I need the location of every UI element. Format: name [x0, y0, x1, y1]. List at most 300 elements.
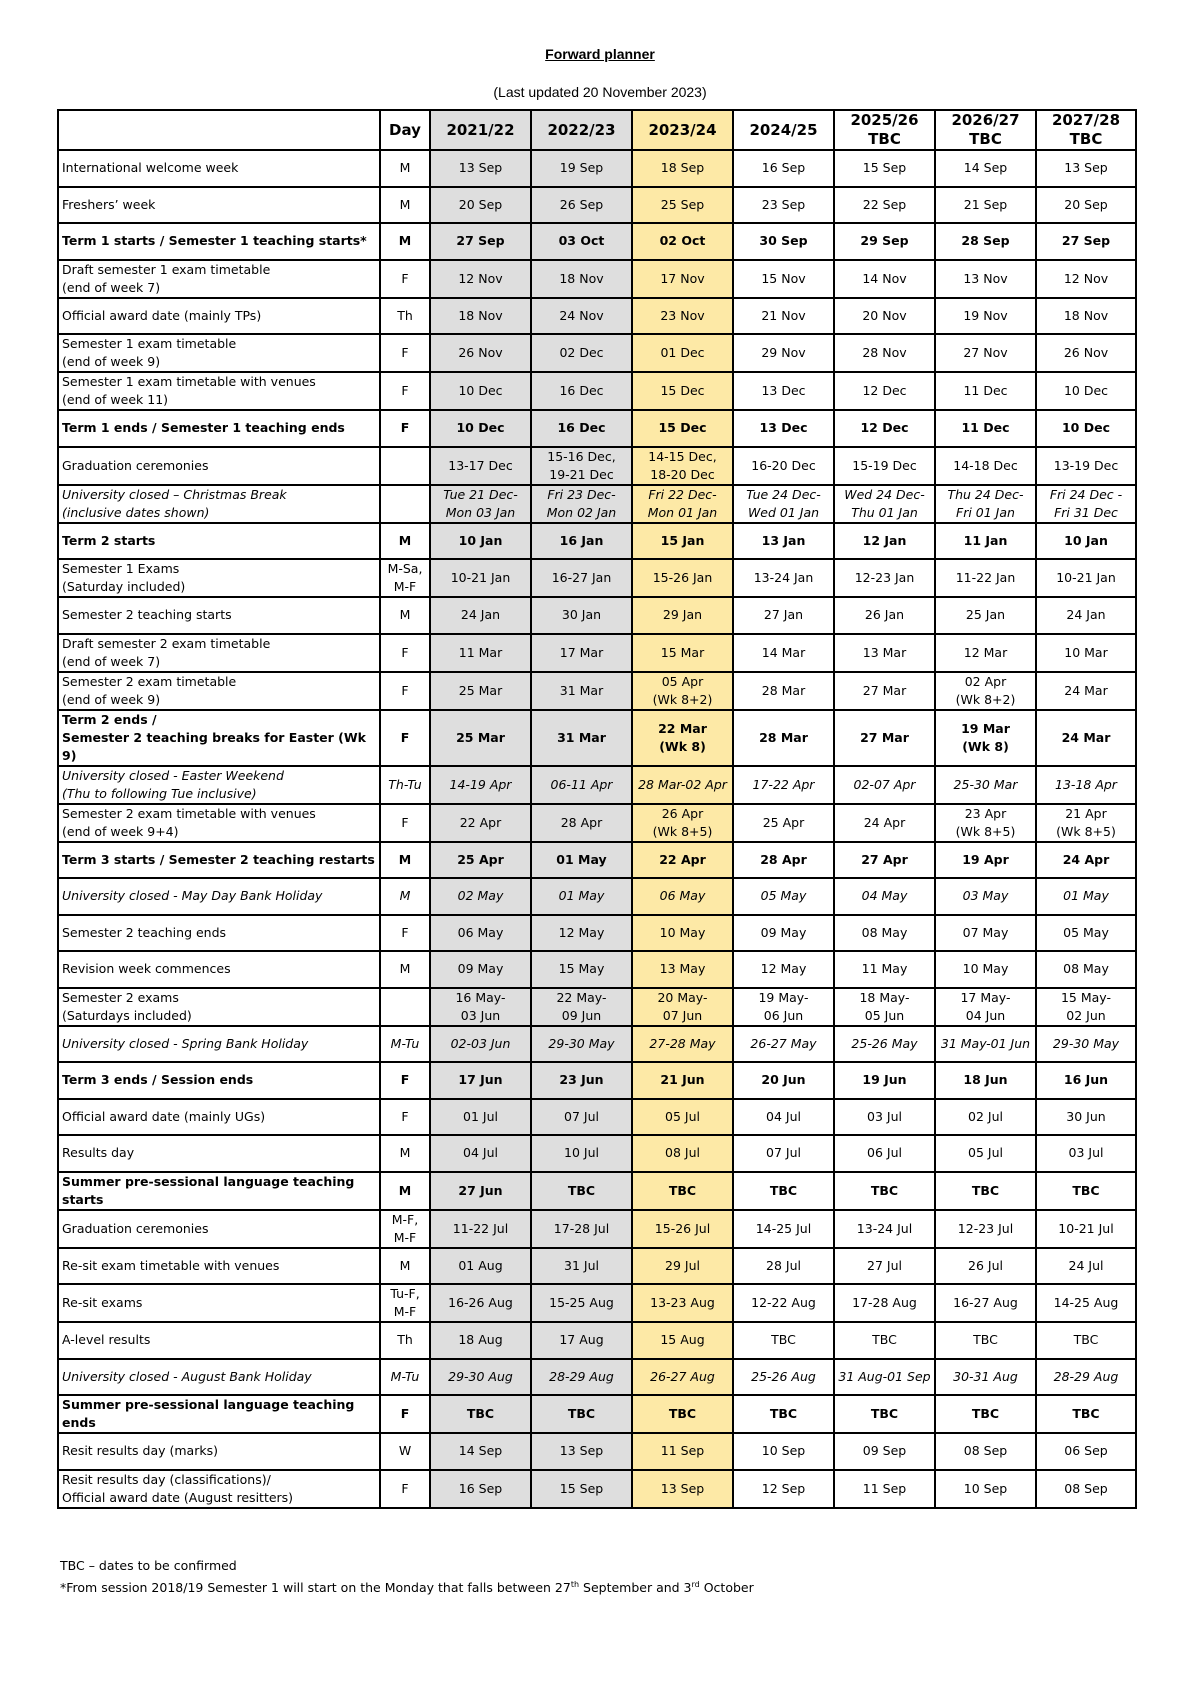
date-cell: 13-24 Jul [834, 1210, 935, 1248]
day-cell: F [380, 1470, 430, 1508]
date-cell: 16-26 Aug [430, 1284, 531, 1322]
event-label: Official award date (mainly UGs) [58, 1099, 380, 1136]
date-cell: 15-26 Jan [632, 559, 733, 597]
date-cell: 09 Sep [834, 1433, 935, 1470]
date-cell: 14-25 Aug [1036, 1284, 1136, 1322]
date-cell: 15 Sep [531, 1470, 632, 1508]
date-cell: TBC [935, 1322, 1036, 1359]
date-cell: 24 Apr [1036, 842, 1136, 879]
date-cell: Tue 24 Dec- Wed 01 Jan [733, 485, 834, 523]
day-cell: F [380, 804, 430, 842]
table-row [58, 766, 1136, 804]
date-cell: 21 Sep [935, 187, 1036, 224]
date-cell: 13-24 Jan [733, 559, 834, 597]
event-label: Term 1 starts / Semester 1 teaching starts* [58, 223, 380, 260]
day-cell [380, 485, 430, 523]
table-row [58, 298, 1136, 335]
date-cell: 10 Dec [1036, 372, 1136, 410]
date-cell: TBC [531, 1395, 632, 1433]
date-cell: 13-17 Dec [430, 447, 531, 485]
date-cell: 25 Mar [430, 672, 531, 710]
date-cell: 10 May [632, 915, 733, 952]
date-cell: TBC [632, 1395, 733, 1433]
date-cell: 15 Aug [632, 1322, 733, 1359]
date-cell: 30-31 Aug [935, 1359, 1036, 1396]
date-cell: 31 Aug-01 Sep [834, 1359, 935, 1396]
date-cell: 04 Jul [733, 1099, 834, 1136]
date-cell: 05 Jul [632, 1099, 733, 1136]
date-cell: 31 Mar [531, 672, 632, 710]
date-cell: 27 Mar [834, 710, 935, 766]
event-label: Graduation ceremonies [58, 447, 380, 485]
date-cell: 25 Apr [430, 842, 531, 879]
day-cell: Th-Tu [380, 766, 430, 804]
date-cell: 28 Apr [531, 804, 632, 842]
date-cell: TBC [1036, 1322, 1136, 1359]
date-cell: 10 Sep [935, 1470, 1036, 1508]
date-cell: 30 Sep [733, 223, 834, 260]
date-cell: 08 May [834, 915, 935, 952]
date-cell: 24 Jan [1036, 597, 1136, 634]
date-cell: 24 Mar [1036, 672, 1136, 710]
date-cell: 12 Dec [834, 372, 935, 410]
header-year: 2022/23 [531, 110, 632, 150]
date-cell: 17-28 Aug [834, 1284, 935, 1322]
day-cell: Th [380, 298, 430, 335]
date-cell: 09 May [430, 951, 531, 988]
date-cell: 25-26 May [834, 1026, 935, 1063]
date-cell: 12 Nov [430, 260, 531, 298]
date-cell: 28 Sep [935, 223, 1036, 260]
table-row [58, 597, 1136, 634]
date-cell: 26 Jul [935, 1248, 1036, 1285]
date-cell: 11-22 Jul [430, 1210, 531, 1248]
date-cell: 02-03 Jun [430, 1026, 531, 1063]
date-cell: 07 May [935, 915, 1036, 952]
date-cell: 28 Jul [733, 1248, 834, 1285]
date-cell: 02 Jul [935, 1099, 1036, 1136]
event-label: Term 1 ends / Semester 1 teaching ends [58, 410, 380, 447]
date-cell: 07 Jul [531, 1099, 632, 1136]
date-cell: 25-26 Aug [733, 1359, 834, 1396]
event-label: Term 3 starts / Semester 2 teaching restarts [58, 842, 380, 879]
date-cell: 28-29 Aug [531, 1359, 632, 1396]
day-cell: M [380, 1248, 430, 1285]
date-cell: 29-30 May [531, 1026, 632, 1063]
event-label: Resit results day (marks) [58, 1433, 380, 1470]
event-label: Term 2 ends / Semester 2 teaching breaks for Easter (Wk 9) [58, 710, 380, 766]
date-cell: 24 Jan [430, 597, 531, 634]
date-cell: 27 Sep [430, 223, 531, 260]
date-cell: 06 May [430, 915, 531, 952]
date-cell: TBC [430, 1395, 531, 1433]
date-cell: 26 Jan [834, 597, 935, 634]
date-cell: 27 Jul [834, 1248, 935, 1285]
last-updated: (Last updated 20 November 2023) [493, 84, 707, 100]
date-cell: 29-30 May [1036, 1026, 1136, 1063]
date-cell: 26-27 May [733, 1026, 834, 1063]
date-cell: TBC [935, 1395, 1036, 1433]
table-row [58, 559, 1136, 597]
page-title: Forward planner [545, 46, 655, 62]
event-label: Term 3 ends / Session ends [58, 1062, 380, 1099]
date-cell: 23 Apr (Wk 8+5) [935, 804, 1036, 842]
day-cell: M [380, 223, 430, 260]
date-cell: 10 Dec [430, 372, 531, 410]
date-cell: 18 Sep [632, 150, 733, 187]
date-cell: 10-21 Jan [430, 559, 531, 597]
header-year: 2021/22 [430, 110, 531, 150]
date-cell: 24 Nov [531, 298, 632, 335]
table-row [58, 988, 1136, 1026]
date-cell: 26 Nov [430, 334, 531, 372]
header-event [58, 110, 380, 150]
date-cell: 06 May [632, 878, 733, 915]
date-cell: 14 Nov [834, 260, 935, 298]
date-cell: 13-19 Dec [1036, 447, 1136, 485]
date-cell: 31 May-01 Jun [935, 1026, 1036, 1063]
table-row [58, 1322, 1136, 1359]
table-row [58, 1026, 1136, 1063]
day-cell: F [380, 1395, 430, 1433]
day-cell: M [380, 150, 430, 187]
date-cell: 27 Sep [1036, 223, 1136, 260]
day-cell: M [380, 1172, 430, 1210]
date-cell: 10 Jul [531, 1135, 632, 1172]
date-cell: Fri 23 Dec- Mon 02 Jan [531, 485, 632, 523]
date-cell: 13-23 Aug [632, 1284, 733, 1322]
footnotes [60, 1556, 754, 1597]
date-cell: 18 Aug [430, 1322, 531, 1359]
date-cell: 28-29 Aug [1036, 1359, 1136, 1396]
date-cell: 13 Jan [733, 523, 834, 560]
date-cell: 15 May- 02 Jun [1036, 988, 1136, 1026]
day-cell: M-Tu [380, 1026, 430, 1063]
day-cell: Th [380, 1322, 430, 1359]
date-cell: 05 May [733, 878, 834, 915]
date-cell: 13 Dec [733, 372, 834, 410]
header-row [58, 110, 1136, 150]
date-cell: 26 Nov [1036, 334, 1136, 372]
date-cell: 02 Apr (Wk 8+2) [935, 672, 1036, 710]
date-cell: 26 Sep [531, 187, 632, 224]
date-cell: 10 Sep [733, 1433, 834, 1470]
date-cell: 11-22 Jan [935, 559, 1036, 597]
date-cell: 28 Mar-02 Apr [632, 766, 733, 804]
table-row [58, 672, 1136, 710]
day-cell: M [380, 878, 430, 915]
date-cell: 20 May- 07 Jun [632, 988, 733, 1026]
day-cell: M-Sa, M-F [380, 559, 430, 597]
table-row [58, 260, 1136, 298]
event-label: University closed - August Bank Holiday [58, 1359, 380, 1396]
date-cell: 16 Sep [733, 150, 834, 187]
date-cell: 03 May [935, 878, 1036, 915]
date-cell: 05 Jul [935, 1135, 1036, 1172]
date-cell: Fri 22 Dec- Mon 01 Jan [632, 485, 733, 523]
date-cell: 10 Dec [430, 410, 531, 447]
date-cell: 13 Mar [834, 634, 935, 672]
date-cell: 15-16 Dec, 19-21 Dec [531, 447, 632, 485]
date-cell: 05 May [1036, 915, 1136, 952]
event-label: Summer pre-sessional language teaching ends [58, 1395, 380, 1433]
day-cell: M [380, 187, 430, 224]
date-cell: 16 Sep [430, 1470, 531, 1508]
date-cell: 02 Oct [632, 223, 733, 260]
event-label: Official award date (mainly TPs) [58, 298, 380, 335]
date-cell: 05 Apr (Wk 8+2) [632, 672, 733, 710]
date-cell: 14-25 Jul [733, 1210, 834, 1248]
table-row [58, 842, 1136, 879]
event-label: Semester 2 exam timetable (end of week 9) [58, 672, 380, 710]
date-cell: 11 May [834, 951, 935, 988]
date-cell: 15 May [531, 951, 632, 988]
header-year: 2023/24 [632, 110, 733, 150]
event-label: Semester 2 teaching ends [58, 915, 380, 952]
date-cell: 13 Sep [531, 1433, 632, 1470]
date-cell: 22 Apr [632, 842, 733, 879]
date-cell: 17 Mar [531, 634, 632, 672]
day-cell: F [380, 1099, 430, 1136]
date-cell: 31 Jul [531, 1248, 632, 1285]
table-row [58, 1172, 1136, 1210]
date-cell: 11 Sep [834, 1470, 935, 1508]
day-cell: M-F, M-F [380, 1210, 430, 1248]
table-row [58, 1395, 1136, 1433]
date-cell: 26 Apr (Wk 8+5) [632, 804, 733, 842]
date-cell: 16-20 Dec [733, 447, 834, 485]
date-cell: Fri 24 Dec - Fri 31 Dec [1036, 485, 1136, 523]
date-cell: 20 Sep [430, 187, 531, 224]
date-cell: 14-18 Dec [935, 447, 1036, 485]
date-cell: 20 Sep [1036, 187, 1136, 224]
date-cell: 09 May [733, 915, 834, 952]
table-row [58, 372, 1136, 410]
date-cell: 12-23 Jul [935, 1210, 1036, 1248]
date-cell: 31 Mar [531, 710, 632, 766]
date-cell: 16 Jun [1036, 1062, 1136, 1099]
event-label: Semester 1 exam timetable with venues (end of week 11) [58, 372, 380, 410]
date-cell: 04 Jul [430, 1135, 531, 1172]
date-cell: TBC [834, 1322, 935, 1359]
date-cell: 06 Jul [834, 1135, 935, 1172]
date-cell: 15 Nov [733, 260, 834, 298]
date-cell: 08 Sep [935, 1433, 1036, 1470]
date-cell: 12 Dec [834, 410, 935, 447]
date-cell: TBC [834, 1395, 935, 1433]
date-cell: 19 Nov [935, 298, 1036, 335]
day-cell: F [380, 710, 430, 766]
date-cell: 15-19 Dec [834, 447, 935, 485]
date-cell: TBC [733, 1395, 834, 1433]
header-year: 2027/28 TBC [1036, 110, 1136, 150]
date-cell: 17 Jun [430, 1062, 531, 1099]
day-cell [380, 447, 430, 485]
date-cell: 18 May- 05 Jun [834, 988, 935, 1026]
tbc-note: TBC – dates to be confirmed [60, 1558, 237, 1573]
table-row [58, 187, 1136, 224]
table-row [58, 485, 1136, 523]
date-cell: 11 Sep [632, 1433, 733, 1470]
date-cell: 16-27 Jan [531, 559, 632, 597]
table-row [58, 223, 1136, 260]
event-label: Results day [58, 1135, 380, 1172]
event-label: A-level results [58, 1322, 380, 1359]
event-label: Re-sit exam timetable with venues [58, 1248, 380, 1285]
date-cell: 15-25 Aug [531, 1284, 632, 1322]
date-cell: Thu 24 Dec- Fri 01 Jan [935, 485, 1036, 523]
table-row [58, 915, 1136, 952]
table-row [58, 410, 1136, 447]
day-cell: F [380, 634, 430, 672]
date-cell: 15 Dec [632, 410, 733, 447]
table-row [58, 951, 1136, 988]
date-cell: TBC [733, 1172, 834, 1210]
date-cell: 18 Nov [531, 260, 632, 298]
date-cell: 25 Mar [430, 710, 531, 766]
date-cell: 27 Apr [834, 842, 935, 879]
event-label: International welcome week [58, 150, 380, 187]
date-cell: 14-19 Apr [430, 766, 531, 804]
date-cell: 10 Dec [1036, 410, 1136, 447]
day-cell: M [380, 951, 430, 988]
date-cell: 22 Apr [430, 804, 531, 842]
semester-start-note: *From session 2018/19 Semester 1 will start on the Monday that falls between 27th September and 3rd October [60, 1580, 754, 1596]
table-body [58, 150, 1136, 1508]
table-row [58, 1284, 1136, 1322]
day-cell: M [380, 842, 430, 879]
date-cell: 18 Jun [935, 1062, 1036, 1099]
date-cell: 12 Mar [935, 634, 1036, 672]
date-cell: 02 May [430, 878, 531, 915]
day-cell: M [380, 1135, 430, 1172]
date-cell: 21 Jun [632, 1062, 733, 1099]
date-cell: Tue 21 Dec- Mon 03 Jan [430, 485, 531, 523]
date-cell: 28 Nov [834, 334, 935, 372]
date-cell: 03 Jul [834, 1099, 935, 1136]
date-cell: 17 Aug [531, 1322, 632, 1359]
date-cell: 29 Jul [632, 1248, 733, 1285]
day-cell: F [380, 672, 430, 710]
date-cell: 24 Apr [834, 804, 935, 842]
date-cell: 16 Dec [531, 372, 632, 410]
date-cell: 10-21 Jan [1036, 559, 1136, 597]
date-cell: 11 Mar [430, 634, 531, 672]
date-cell: 19 Jun [834, 1062, 935, 1099]
date-cell: 02 Dec [531, 334, 632, 372]
date-cell: 25 Apr [733, 804, 834, 842]
date-cell: 28 Mar [733, 710, 834, 766]
date-cell: 18 Nov [430, 298, 531, 335]
table-row [58, 1099, 1136, 1136]
event-label: University closed – Christmas Break (inclusive dates shown) [58, 485, 380, 523]
date-cell: 28 Apr [733, 842, 834, 879]
date-cell: TBC [1036, 1172, 1136, 1210]
day-cell [380, 988, 430, 1026]
event-label: Revision week commences [58, 951, 380, 988]
event-label: Term 2 starts [58, 523, 380, 560]
date-cell: 15 Sep [834, 150, 935, 187]
date-cell: 29 Nov [733, 334, 834, 372]
table-row [58, 1359, 1136, 1396]
table-row [58, 1062, 1136, 1099]
date-cell: 14 Mar [733, 634, 834, 672]
day-cell: W [380, 1433, 430, 1470]
date-cell: 29 Sep [834, 223, 935, 260]
table-row [58, 878, 1136, 915]
date-cell: 01 Aug [430, 1248, 531, 1285]
day-cell: F [380, 260, 430, 298]
date-cell: 22 May- 09 Jun [531, 988, 632, 1026]
date-cell: 06-11 Apr [531, 766, 632, 804]
header-year: 2024/25 [733, 110, 834, 150]
date-cell: 26-27 Aug [632, 1359, 733, 1396]
event-label: Semester 1 exam timetable (end of week 9) [58, 334, 380, 372]
date-cell: 19 Mar (Wk 8) [935, 710, 1036, 766]
date-cell: 10 Mar [1036, 634, 1136, 672]
date-cell: 25-30 Mar [935, 766, 1036, 804]
date-cell: 27 Jun [430, 1172, 531, 1210]
event-label: Freshers’ week [58, 187, 380, 224]
event-label: Resit results day (classifications)/ Official award date (August resitters) [58, 1470, 380, 1508]
date-cell: 01 May [531, 878, 632, 915]
date-cell: 24 Jul [1036, 1248, 1136, 1285]
day-cell: F [380, 915, 430, 952]
date-cell: 12 Nov [1036, 260, 1136, 298]
table-row [58, 1470, 1136, 1508]
date-cell: 15-26 Jul [632, 1210, 733, 1248]
date-cell: 12 Jan [834, 523, 935, 560]
date-cell: 14 Sep [430, 1433, 531, 1470]
date-cell: Wed 24 Dec- Thu 01 Jan [834, 485, 935, 523]
table-row [58, 1210, 1136, 1248]
header-year: 2026/27 TBC [935, 110, 1036, 150]
table-row [58, 1248, 1136, 1285]
date-cell: 16 Jan [531, 523, 632, 560]
day-cell: M [380, 523, 430, 560]
date-cell: 10-21 Jul [1036, 1210, 1136, 1248]
date-cell: 11 Jan [935, 523, 1036, 560]
date-cell: 03 Jul [1036, 1135, 1136, 1172]
date-cell: 08 Jul [632, 1135, 733, 1172]
table-row [58, 447, 1136, 485]
date-cell: 13 Nov [935, 260, 1036, 298]
table-row [58, 634, 1136, 672]
date-cell: 17 May- 04 Jun [935, 988, 1036, 1026]
date-cell: 19 Sep [531, 150, 632, 187]
event-label: University closed - Spring Bank Holiday [58, 1026, 380, 1063]
date-cell: 25 Jan [935, 597, 1036, 634]
date-cell: 13 Dec [733, 410, 834, 447]
table-row [58, 804, 1136, 842]
event-label: Draft semester 2 exam timetable (end of week 7) [58, 634, 380, 672]
forward-planner-table [57, 109, 1137, 1509]
date-cell: 01 May [1036, 878, 1136, 915]
event-label: Summer pre-sessional language teaching starts [58, 1172, 380, 1210]
event-label: Semester 1 Exams (Saturday included) [58, 559, 380, 597]
date-cell: 01 May [531, 842, 632, 879]
date-cell: 18 Nov [1036, 298, 1136, 335]
date-cell: 12-23 Jan [834, 559, 935, 597]
date-cell: 13 Sep [632, 1470, 733, 1508]
event-label: Semester 2 exams (Saturdays included) [58, 988, 380, 1026]
date-cell: TBC [834, 1172, 935, 1210]
date-cell: 23 Nov [632, 298, 733, 335]
event-label: Graduation ceremonies [58, 1210, 380, 1248]
event-label: University closed - May Day Bank Holiday [58, 878, 380, 915]
date-cell: 15 Jan [632, 523, 733, 560]
date-cell: 17-22 Apr [733, 766, 834, 804]
